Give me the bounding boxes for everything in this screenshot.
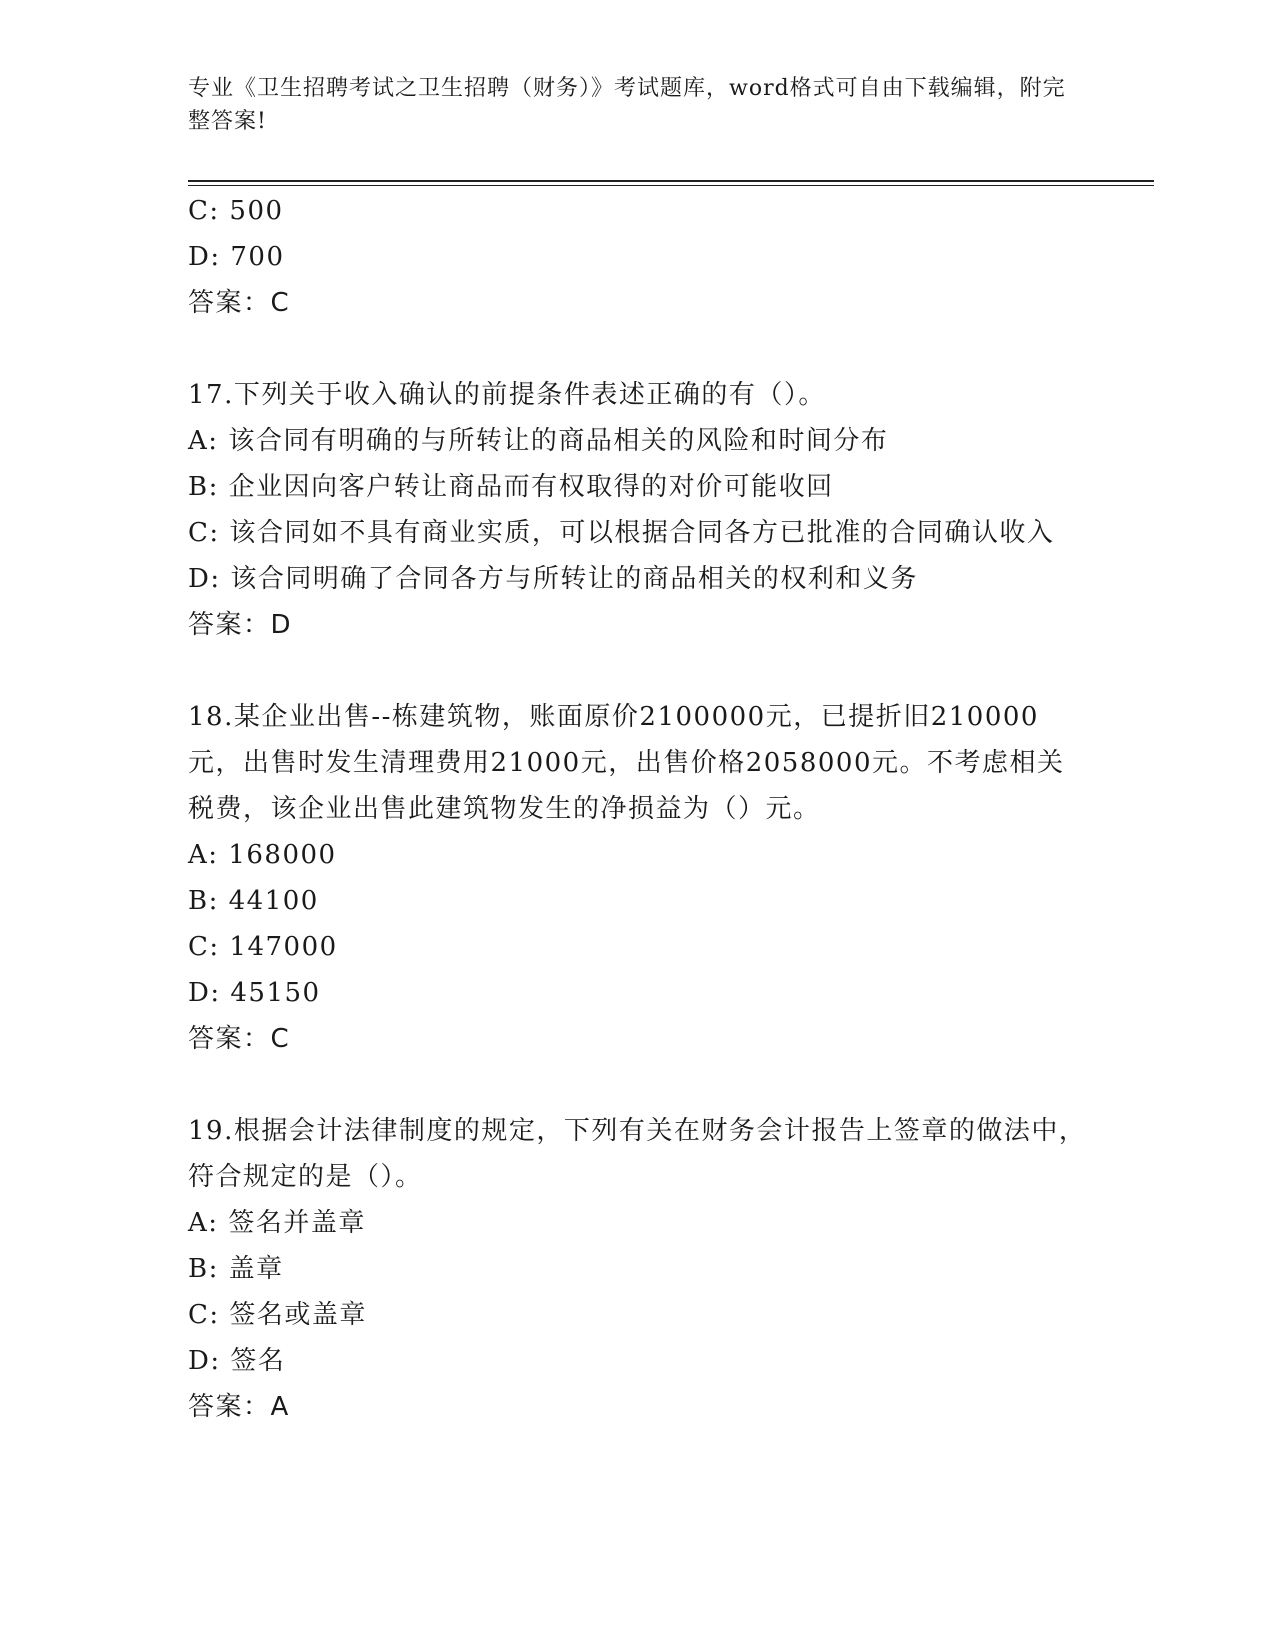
- option-b: [188, 1246, 1088, 1292]
- option-label: A:: [188, 1208, 219, 1238]
- option-a: [188, 1200, 1088, 1246]
- option-text: 该合同有明确的与所转让的商品相关的风险和时间分布: [228, 426, 889, 456]
- option-a: [188, 418, 1088, 464]
- question-18: [188, 694, 1088, 1062]
- option-text: 45150: [230, 978, 321, 1008]
- option-text: 700: [230, 242, 285, 272]
- option-text: 该合同明确了合同各方与所转让的商品相关的权利和义务: [230, 564, 918, 594]
- answer-line: 答案：D: [188, 610, 293, 640]
- option-text: 签名或盖章: [229, 1300, 367, 1330]
- option-d: [188, 556, 1088, 602]
- answer-line: 答案：C: [188, 1024, 291, 1054]
- option-text: 500: [229, 196, 284, 226]
- option-text: 44100: [228, 886, 319, 916]
- question-stem: 18.某企业出售--栋建筑物，账面原价2100000元，已提折旧210000元，出售时发生清理费用21000元，出售价格2058000元。不考虑相关税费，该企业出售此建筑物发生的净损益为（）元。: [188, 702, 1065, 824]
- question-stem: 19.根据会计法律制度的规定，下列有关在财务会计报告上签章的做法中，符合规定的是（）。: [188, 1116, 1087, 1192]
- option-label: C:: [188, 932, 220, 962]
- option-label: C:: [188, 196, 220, 226]
- option-label: A:: [188, 426, 219, 456]
- option-label: D:: [188, 1346, 221, 1376]
- option-label: D:: [188, 564, 221, 594]
- question-17: [188, 372, 1088, 648]
- option-d: [188, 234, 1088, 280]
- option-text: 168000: [228, 840, 337, 870]
- option-text: 盖章: [228, 1254, 284, 1284]
- option-c: [188, 1292, 1088, 1338]
- option-c: [188, 188, 1088, 234]
- option-text: 签名并盖章: [228, 1208, 366, 1238]
- option-label: B:: [188, 472, 219, 502]
- option-label: D:: [188, 242, 221, 272]
- header-divider: [188, 180, 1154, 186]
- option-label: B:: [188, 886, 219, 916]
- option-text: 该合同如不具有商业实质，可以根据合同各方已批准的合同确认收入: [229, 518, 1055, 548]
- option-d: [188, 970, 1088, 1016]
- option-b: [188, 878, 1088, 924]
- answer-line: 答案：A: [188, 1392, 290, 1422]
- option-label: C:: [188, 1300, 220, 1330]
- option-text: 企业因向客户转让商品而有权取得的对价可能收回: [228, 472, 834, 502]
- question-19: [188, 1108, 1088, 1430]
- document-header: 专业《卫生招聘考试之卫生招聘（财务）》考试题库，word格式可自由下载编辑，附完整答案!: [188, 76, 1066, 134]
- option-d: [188, 1338, 1088, 1384]
- option-c: [188, 924, 1088, 970]
- option-b: [188, 464, 1088, 510]
- prev-question-tail: [188, 188, 1088, 326]
- option-label: C:: [188, 518, 220, 548]
- option-label: D:: [188, 978, 221, 1008]
- answer-line: 答案：C: [188, 288, 291, 318]
- option-label: B:: [188, 1254, 219, 1284]
- question-stem: 17.下列关于收入确认的前提条件表述正确的有（）。: [188, 380, 826, 410]
- option-text: 147000: [229, 932, 338, 962]
- document-body: [188, 188, 1088, 1430]
- option-label: A:: [188, 840, 219, 870]
- option-text: 签名: [230, 1346, 286, 1376]
- option-c: [188, 510, 1088, 556]
- option-a: [188, 832, 1088, 878]
